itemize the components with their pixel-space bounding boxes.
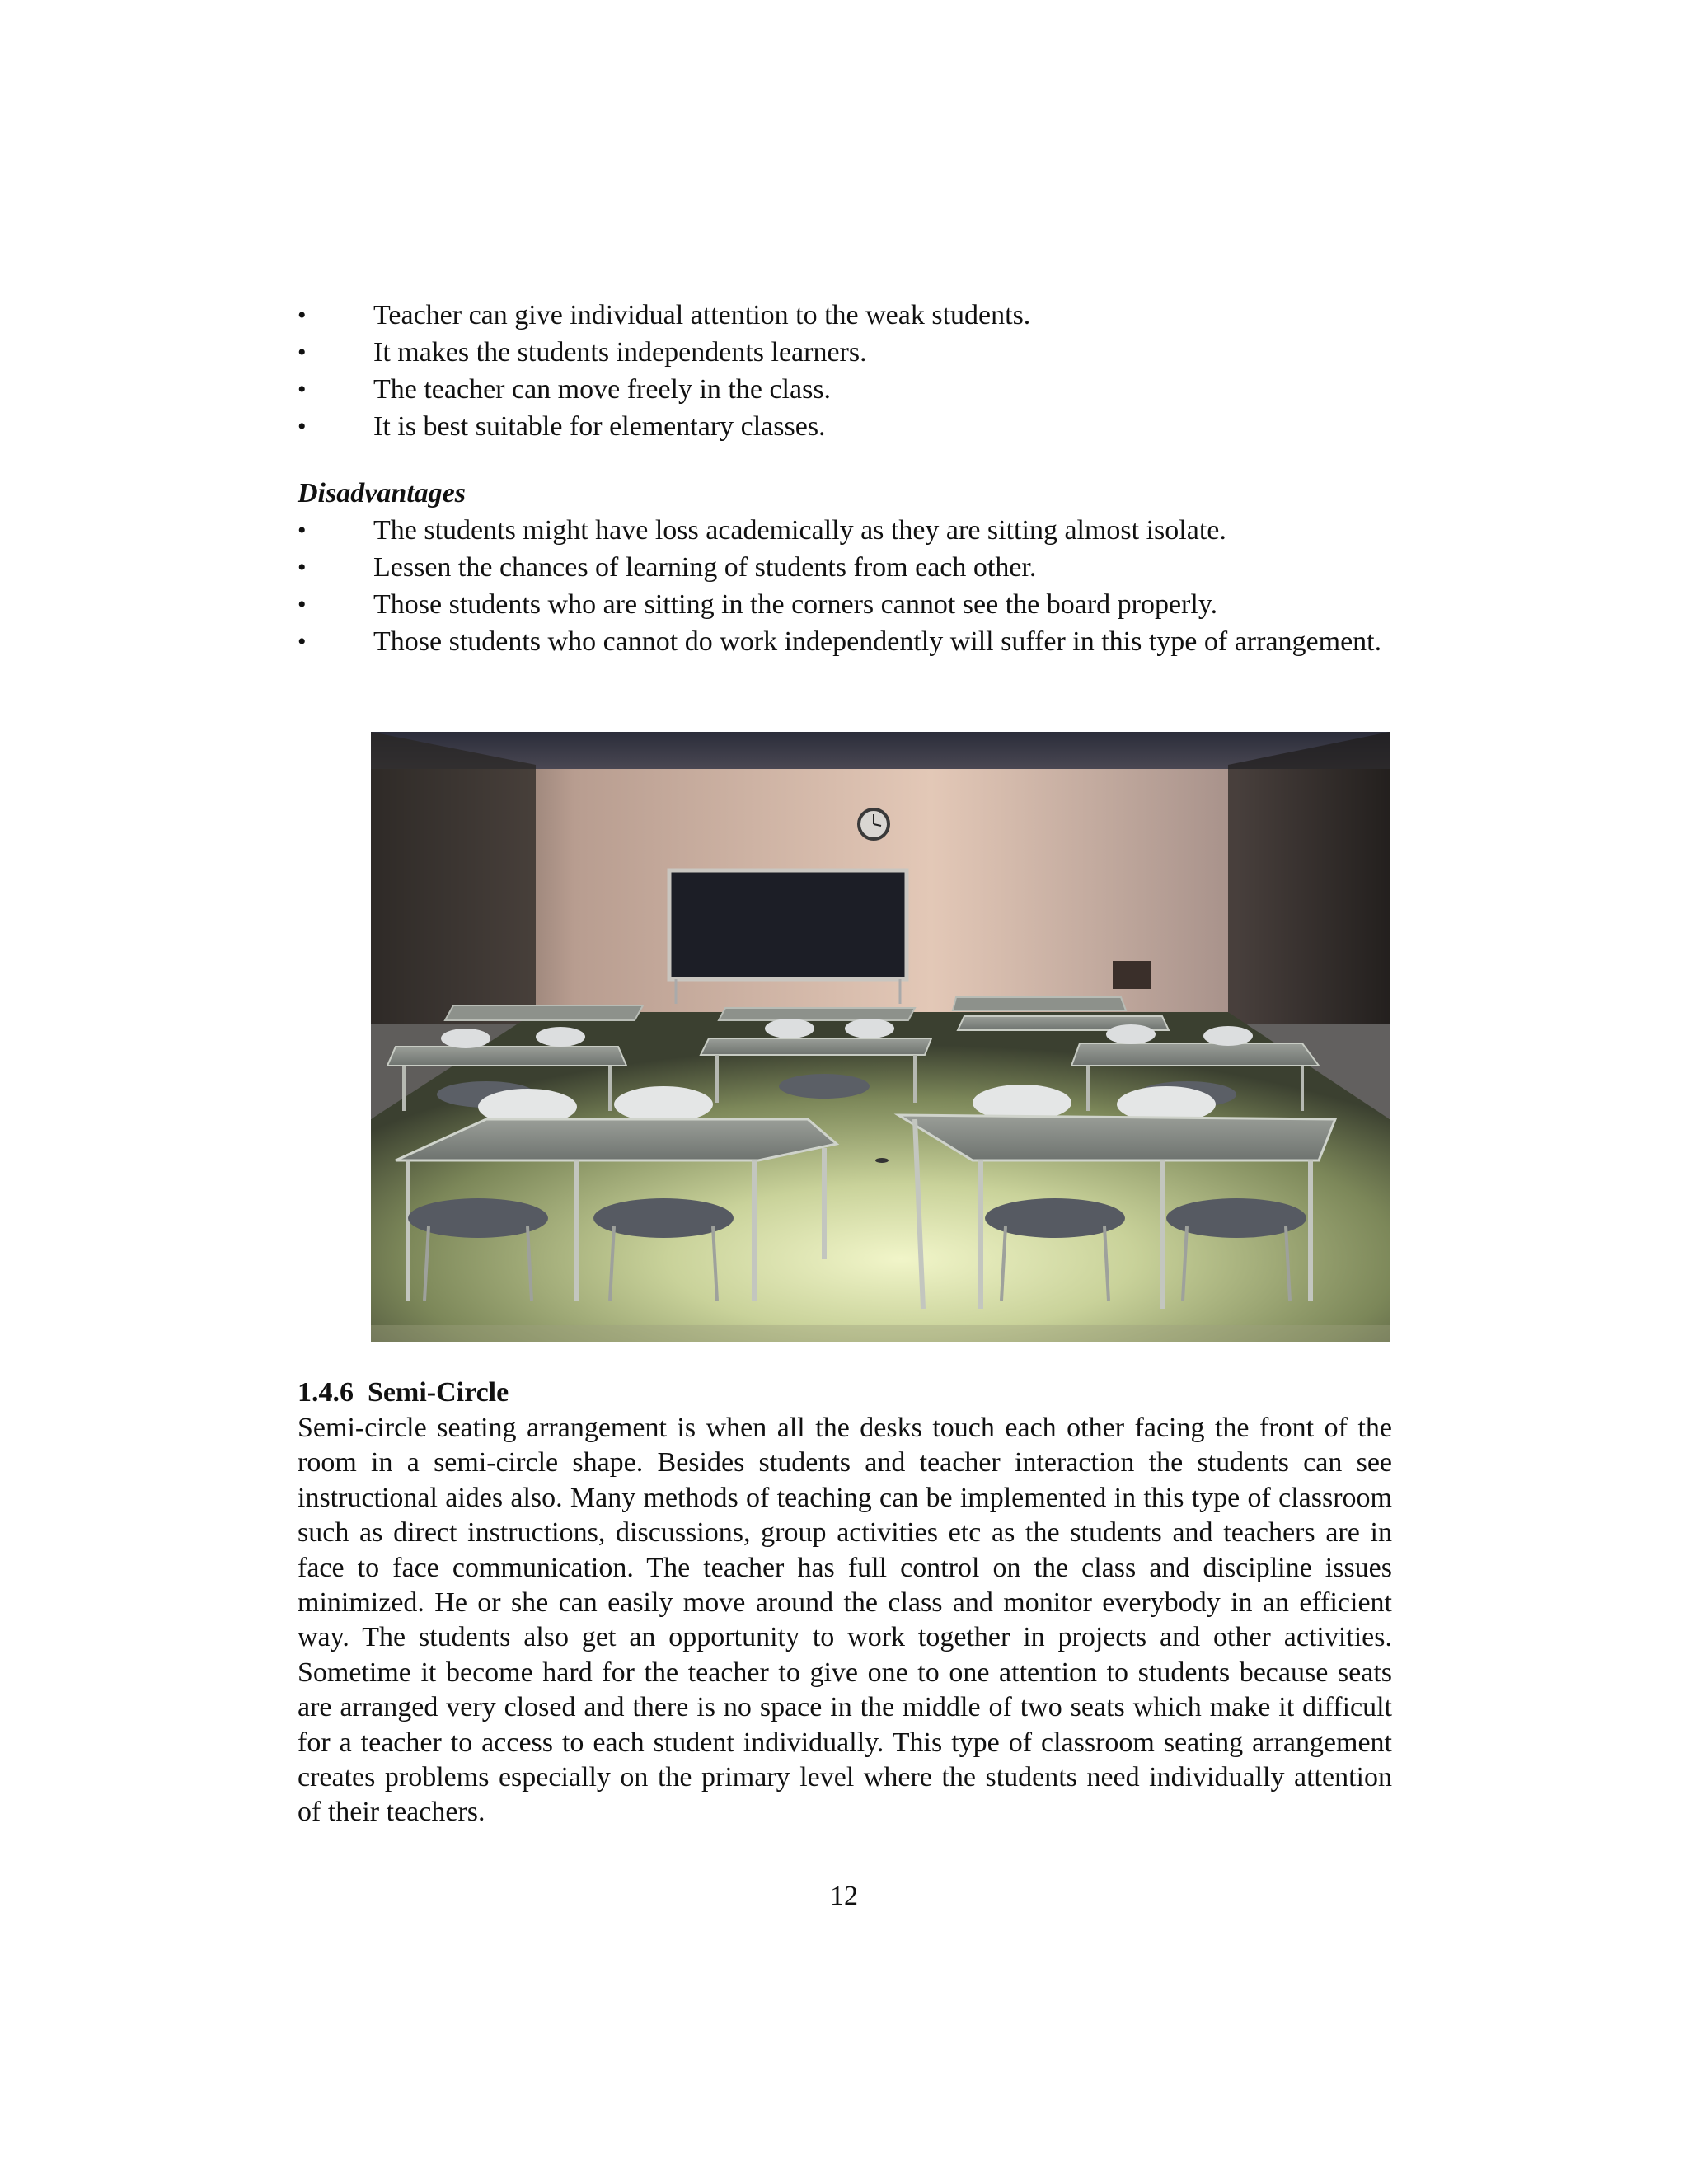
bullet-icon: • bbox=[298, 413, 307, 440]
semi-circle-section bbox=[298, 1375, 1392, 1830]
teacher-chair bbox=[1113, 961, 1151, 989]
list-item: • The students might have loss academically as they are sitting almost isolate. bbox=[298, 512, 1392, 549]
list-item: • It is best suitable for elementary classes. bbox=[298, 408, 1392, 445]
bullet-icon: • bbox=[298, 554, 307, 581]
bullet-icon: • bbox=[298, 517, 307, 544]
list-item: • Lessen the chances of learning of students from each other. bbox=[298, 549, 1392, 586]
bullet-icon: • bbox=[298, 302, 307, 329]
blackboard bbox=[669, 870, 907, 979]
list-item: • Those students who are sitting in the corners cannot see the board properly. bbox=[298, 586, 1392, 623]
bullet-content bbox=[298, 297, 1392, 660]
disadvantages-list bbox=[298, 512, 1392, 660]
disadvantages-heading: Disadvantages bbox=[298, 478, 466, 509]
list-item: • It makes the students independents learners. bbox=[298, 334, 1392, 371]
bullet-icon: • bbox=[298, 339, 307, 366]
section-heading bbox=[298, 1375, 1392, 1411]
section-number: 1.4.6 bbox=[298, 1377, 354, 1408]
list-item: • Those students who cannot do work independently will suffer in this type of arrangement. bbox=[298, 623, 1392, 660]
classroom-photo bbox=[371, 732, 1390, 1342]
section-title: Semi-Circle bbox=[368, 1377, 509, 1408]
section-paragraph: Semi-circle seating arrangement is when all the desks touch each other facing the front of the room in a semi-circle shape. Besides students and teacher interaction the students can see instructional aides also. Many methods of teaching can be implemented in this type of classroom such as direct instructions, discussions, group activities etc as the students and teachers are in face to face communication. The teacher has full control on the class and discipline issues minimized. He or she can easily move around the class and monitor everybody in an efficient way. The students also get an opportunity to work together in projects and other activities. Sometime it become hard for the teacher to give one to one attention to students because seats are arranged very closed and there is no space in the middle of two seats which make it difficult for a teacher to access to each student individually. This type of classroom seating arrangement creates problems especially on the primary level where the students need individually attention of their teachers. bbox=[298, 1413, 1392, 1828]
advantages-list bbox=[298, 297, 1392, 445]
bullet-icon: • bbox=[298, 591, 307, 618]
classroom-illustration bbox=[371, 732, 1390, 1342]
list-item: • The teacher can move freely in the class. bbox=[298, 371, 1392, 408]
page-number: 12 bbox=[830, 1881, 858, 1911]
floor-drain bbox=[875, 1158, 889, 1163]
bullet-icon: • bbox=[298, 628, 307, 655]
list-item: • Teacher can give individual attention to the weak students. bbox=[298, 297, 1392, 334]
bullet-icon: • bbox=[298, 376, 307, 403]
